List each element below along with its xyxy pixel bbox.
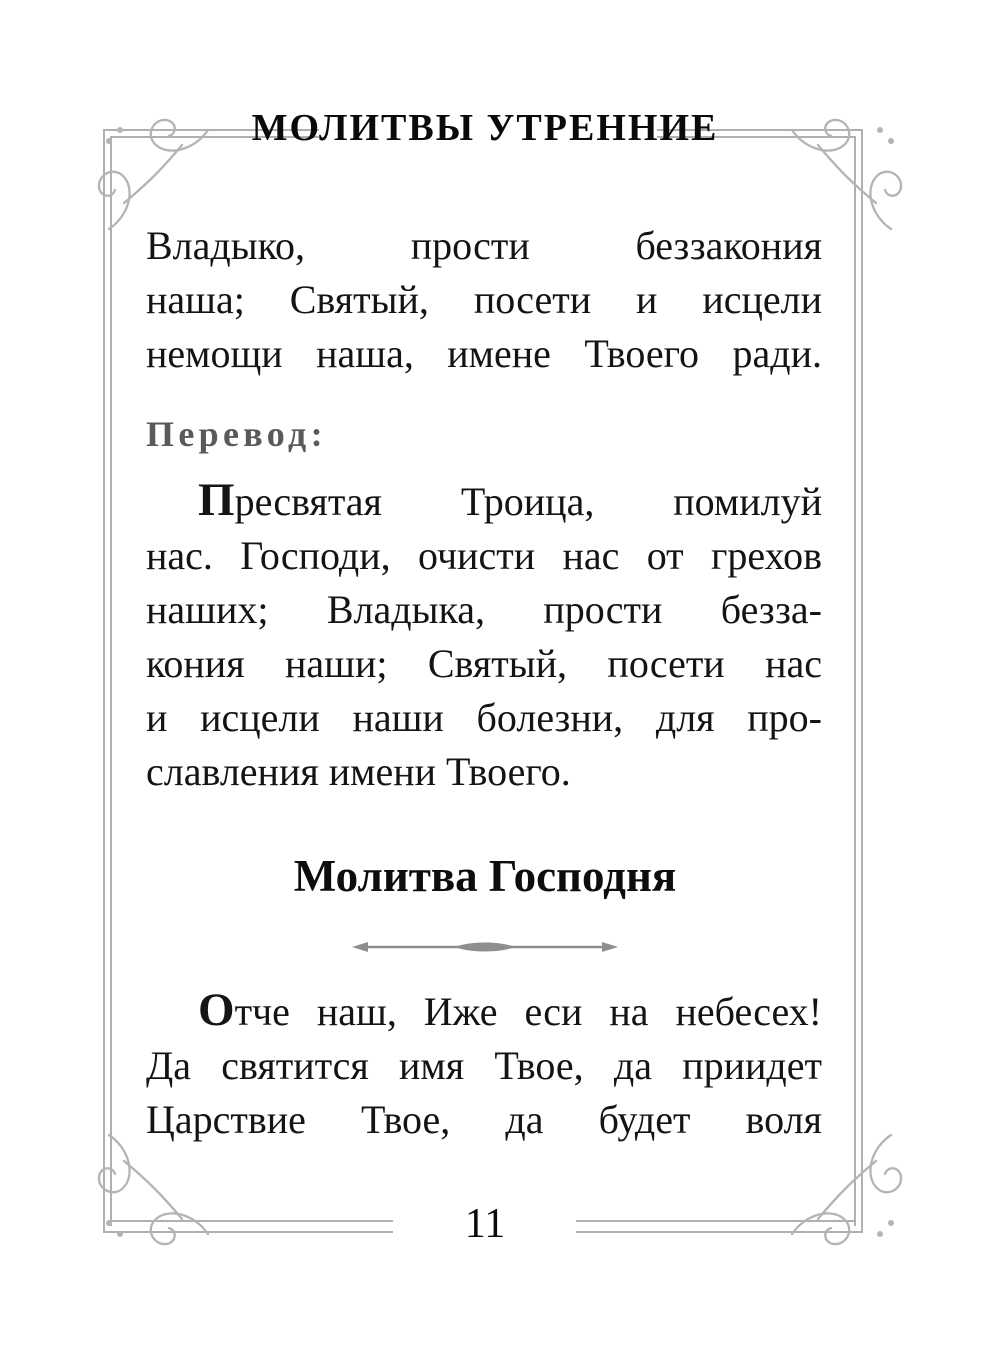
- running-head-title: МОЛИТВЫ УТРЕННИЕ: [251, 107, 719, 149]
- text-line-rest: тче наш, Иже еси на небесех!: [234, 989, 822, 1034]
- text-line: нас. Господи, очисти нас от грехов: [146, 533, 822, 578]
- initial-letter: П: [198, 474, 235, 526]
- text-line: Да святится имя Твое, да приидет: [146, 1043, 822, 1088]
- page-number: 11: [464, 1201, 506, 1247]
- paragraph-slavonic: [146, 219, 822, 381]
- text-line: Владыко, прости беззакония: [146, 223, 822, 268]
- frame-right-inner-line: [854, 136, 856, 1226]
- text-line-rest: ресвятая Троица, помилуй: [234, 479, 822, 524]
- text-line: [146, 983, 822, 1039]
- text-line: немощи наша, имене Твоего ради.: [146, 331, 822, 376]
- text-line: и исцели наши болезни, для про-: [146, 695, 822, 740]
- section-heading: Молитва Господня: [293, 851, 677, 901]
- translation-label: Перевод:: [146, 414, 327, 454]
- text-line: наших; Владыка, прости безза-: [146, 587, 822, 632]
- text-line: славления имени Твоего.: [146, 749, 571, 794]
- text-line: наша; Святый, посети и исцели: [146, 277, 822, 322]
- text-line: Царствие Твое, да будет воля: [146, 1097, 822, 1142]
- paragraph-translation: [146, 473, 822, 799]
- paragraph-lords-prayer: [146, 983, 822, 1147]
- text-line: кония наши; Святый, посети нас: [146, 641, 822, 686]
- frame-right-outer-line: [861, 129, 863, 1233]
- initial-letter: О: [198, 984, 235, 1036]
- section-divider: [352, 938, 618, 956]
- frame-left-inner-line: [110, 136, 112, 1226]
- frame-left-outer-line: [103, 129, 105, 1233]
- text-line: [146, 473, 822, 529]
